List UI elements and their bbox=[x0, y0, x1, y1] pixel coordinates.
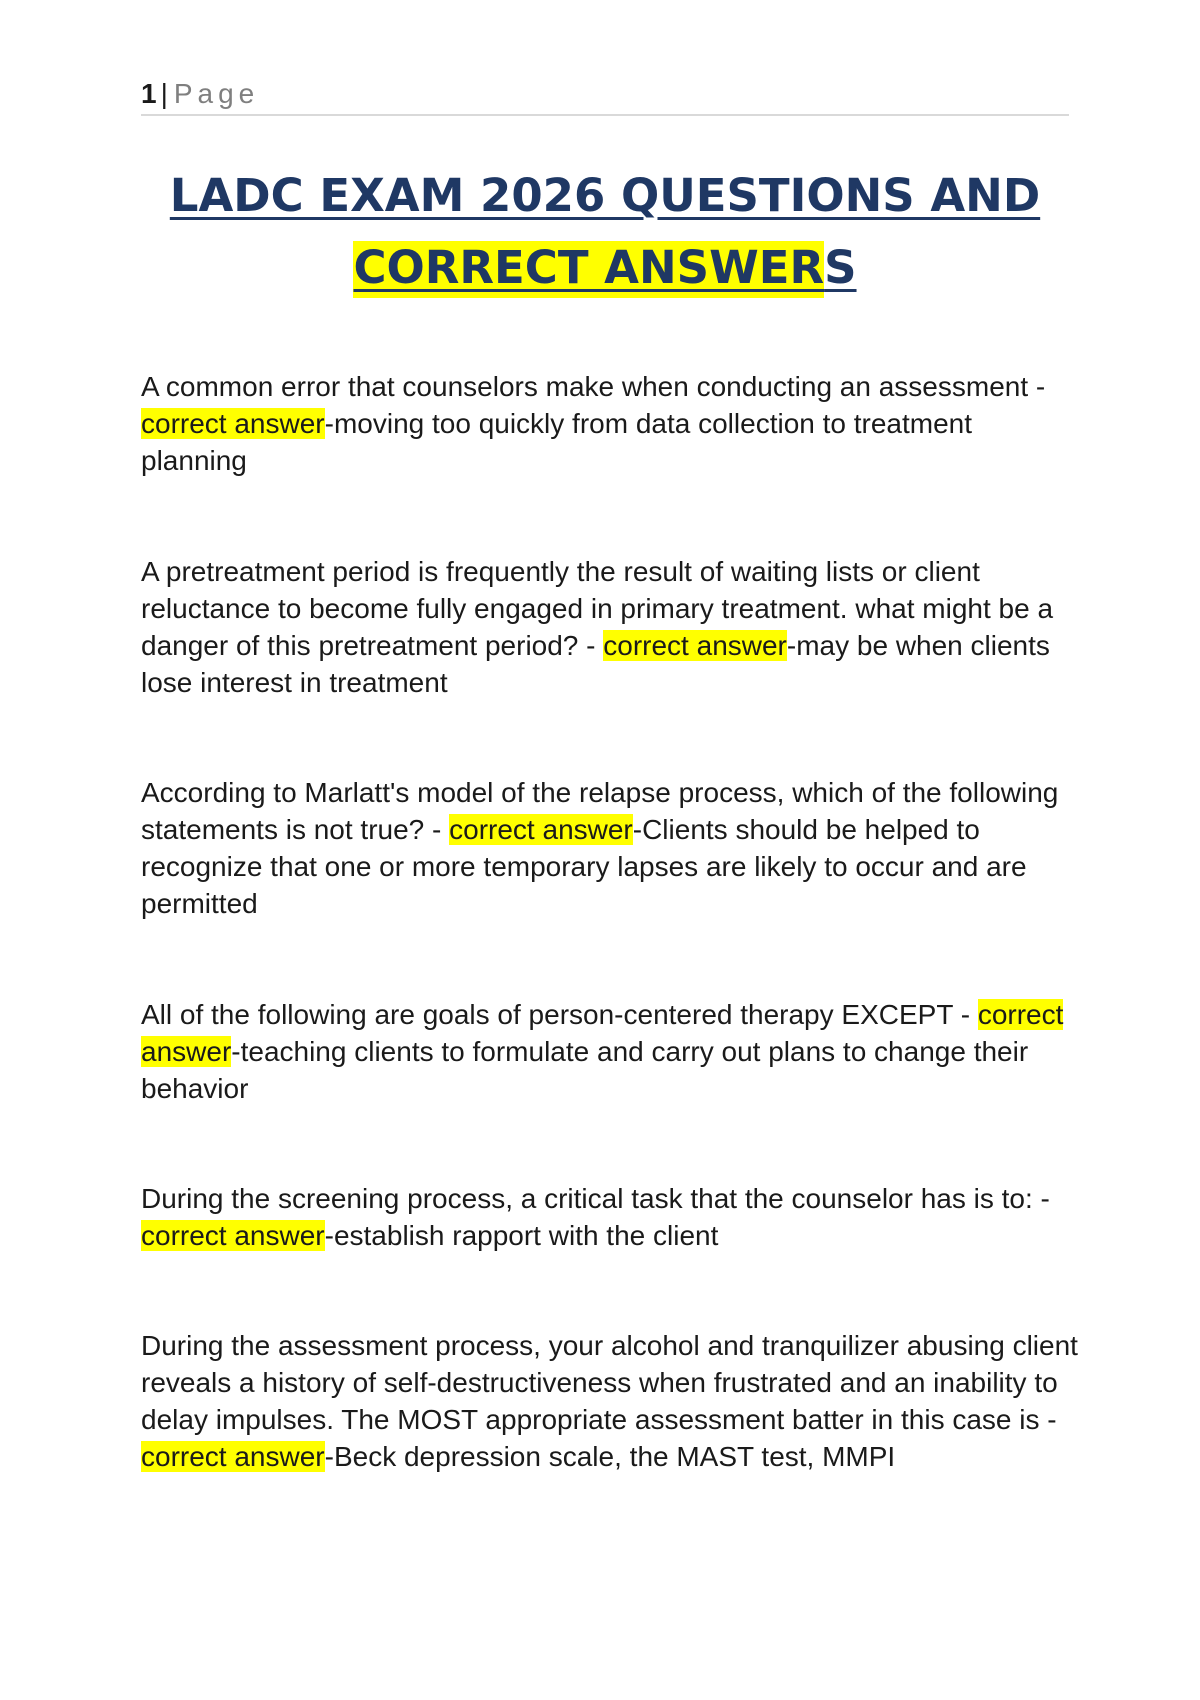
qa-item-1 bbox=[141, 368, 1081, 479]
answer-label: correct answer bbox=[141, 408, 325, 439]
title-tail: S bbox=[824, 241, 857, 294]
title-line-2 bbox=[353, 241, 856, 298]
answer-label: correct answer bbox=[141, 999, 1064, 1067]
answer-label: correct answer bbox=[141, 1220, 325, 1251]
page-label: Page bbox=[173, 78, 260, 109]
page-number: 1 bbox=[141, 78, 157, 109]
question-text: All of the following are goals of person-centered therapy EXCEPT - bbox=[141, 999, 978, 1030]
answer-text: -Beck depression scale, the MAST test, MMPI bbox=[324, 1441, 896, 1472]
answer-text: -teaching clients to formulate and carry out plans to change their behavior bbox=[141, 1036, 1029, 1104]
qa-item-6 bbox=[141, 1327, 1081, 1475]
page-separator: | bbox=[160, 78, 168, 109]
title-line-1: LADC EXAM 2026 QUESTIONS AND bbox=[169, 169, 1041, 222]
question-text: A common error that counselors make when conducting an assessment - bbox=[141, 371, 1046, 402]
qa-item-3 bbox=[141, 774, 1081, 922]
qa-item-4 bbox=[141, 996, 1081, 1107]
answer-text: -establish rapport with the client bbox=[324, 1220, 719, 1251]
answer-text: -moving too quickly from data collection to treatment planning bbox=[141, 408, 973, 476]
answer-text: -Clients should be helped to recognize that one or more temporary lapses are likely to occur and are permitted bbox=[141, 814, 1027, 919]
question-text: According to Marlatt's model of the relapse process, which of the following statements is not true? - bbox=[141, 777, 1059, 845]
answer-text: -may be when clients lose interest in treatment bbox=[141, 630, 1050, 698]
title-highlight: CORRECT ANSWER bbox=[353, 241, 824, 298]
question-text: A pretreatment period is frequently the result of waiting lists or client reluctance to become fully engaged in primary treatment. what might be a danger of this pretreatment period? - bbox=[141, 556, 1054, 661]
question-text: During the screening process, a critical task that the counselor has is to: - bbox=[141, 1183, 1050, 1214]
answer-label: correct answer bbox=[449, 814, 633, 845]
answer-label: correct answer bbox=[141, 1441, 325, 1472]
qa-item-5 bbox=[141, 1180, 1081, 1254]
answer-label: correct answer bbox=[603, 630, 787, 661]
page-header bbox=[141, 74, 1069, 116]
qa-item-2 bbox=[141, 553, 1081, 701]
document-title bbox=[141, 160, 1069, 304]
question-text: During the assessment process, your alcohol and tranquilizer abusing client reveals a history of self-destructiveness when frustrated and an inability to delay impulses. The MOST appropriate assessment batter in this case is - bbox=[141, 1330, 1078, 1435]
